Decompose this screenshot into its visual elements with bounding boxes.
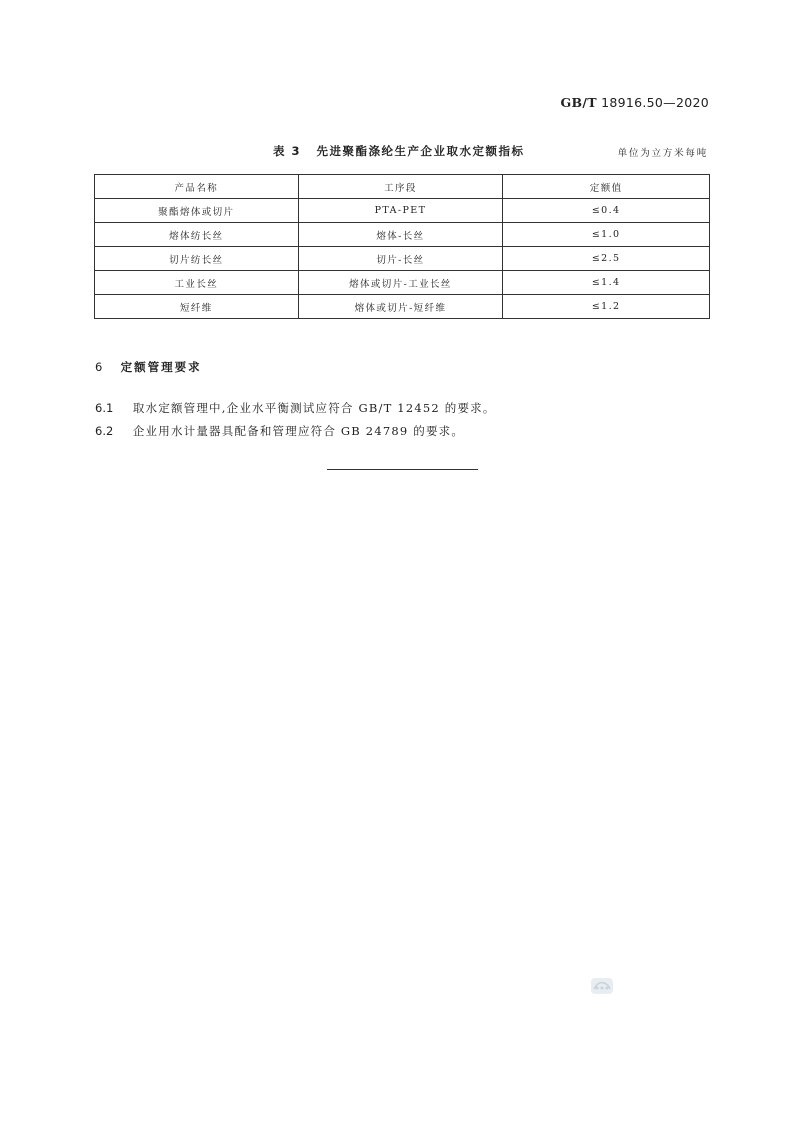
end-rule <box>327 469 478 470</box>
table-row <box>95 247 710 271</box>
water-quota-table <box>94 174 710 319</box>
table-header-row <box>95 175 710 199</box>
clause <box>95 423 464 439</box>
product-name-cell: 工业长丝 <box>95 271 299 295</box>
table-number: 表 3 <box>273 144 302 158</box>
unit-note: 单位为立方米每吨 <box>617 148 708 159</box>
clause-number: 6.2 <box>95 424 114 438</box>
clause-text: 企业用水计量器具配备和管理应符合 GB 24789 的要求。 <box>132 424 465 438</box>
process-cell: PTA-PET <box>298 199 503 223</box>
product-name-cell: 熔体纺长丝 <box>95 223 299 247</box>
standard-code-prefix: GB/T <box>560 95 597 110</box>
table-title: 先进聚酯涤纶生产企业取水定额指标 <box>316 144 525 158</box>
quota-value-cell: ≤0.4 <box>503 199 710 223</box>
table-row <box>95 223 710 247</box>
quota-value-cell: ≤2.5 <box>503 247 710 271</box>
sac-watermark-logo <box>591 978 613 994</box>
process-cell: 熔体或切片-工业长丝 <box>298 271 503 295</box>
process-cell: 熔体-长丝 <box>298 223 503 247</box>
standard-code <box>561 95 709 110</box>
quota-value-cell: ≤1.0 <box>503 223 710 247</box>
table-row <box>95 199 710 223</box>
column-header: 产品名称 <box>95 175 299 199</box>
table-caption <box>273 143 525 159</box>
table-row <box>95 271 710 295</box>
clause-number: 6.1 <box>95 401 114 415</box>
product-name-cell: 切片纺长丝 <box>95 247 299 271</box>
process-cell: 切片-长丝 <box>298 247 503 271</box>
table-row <box>95 295 710 319</box>
section-number: 6 <box>95 360 103 374</box>
clause <box>95 400 496 416</box>
standard-code-number: 18916.50—2020 <box>601 95 709 110</box>
process-cell: 熔体或切片-短纤维 <box>298 295 503 319</box>
quota-value-cell: ≤1.4 <box>503 271 710 295</box>
product-name-cell: 聚酯熔体或切片 <box>95 199 299 223</box>
column-header: 定额值 <box>503 175 710 199</box>
section-heading <box>95 359 202 375</box>
quota-value-cell: ≤1.2 <box>503 295 710 319</box>
clause-text: 取水定额管理中,企业水平衡测试应符合 GB/T 12452 的要求。 <box>132 401 496 415</box>
column-header: 工序段 <box>298 175 503 199</box>
section-title: 定额管理要求 <box>120 360 202 374</box>
product-name-cell: 短纤维 <box>95 295 299 319</box>
